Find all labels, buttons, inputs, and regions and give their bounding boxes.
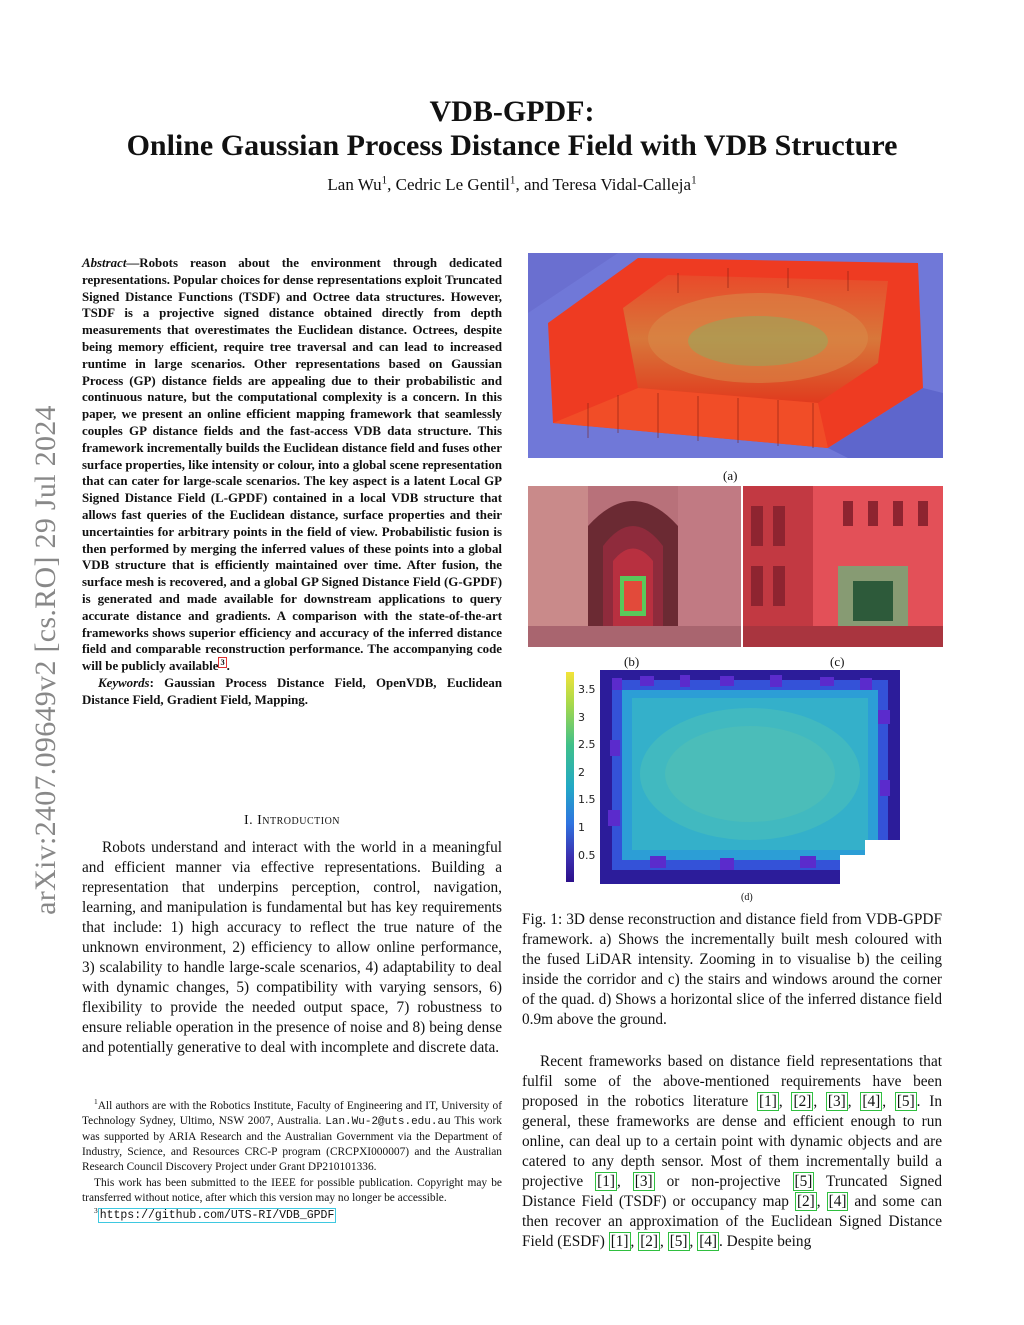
quad-building-mesh-render — [528, 253, 943, 458]
colorbar-tick-label: 1 — [578, 821, 585, 834]
author-name: Lan Wu — [327, 175, 382, 194]
keywords-label: Keywords — [98, 675, 150, 690]
citation-link[interactable]: [1] — [597, 1173, 615, 1190]
intro-text — [82, 838, 502, 1058]
figure-1b-corridor-image — [528, 486, 741, 647]
keywords — [82, 675, 502, 709]
footnotes — [82, 1099, 502, 1224]
citation-link[interactable]: [3] — [827, 1093, 846, 1110]
figure-label-a: (a) — [723, 468, 738, 483]
citation-link[interactable]: [2] — [793, 1093, 812, 1110]
text-run: Recent frameworks based on distance field representations that fulfil some of the above-mentioned requirements have been proposed in the robotics literature — [522, 1053, 942, 1110]
text-run: . Despite being — [719, 1233, 812, 1250]
related-work-text — [522, 1052, 942, 1252]
text-run: , — [660, 1233, 668, 1250]
section-heading-introduction: I. Introduction — [243, 813, 341, 828]
footnote-submission: This work has been submitted to the IEEE for possible publication. Copyright may be transferred without notice, after which this version may no longer be accessible. — [82, 1177, 502, 1204]
corridor-ceiling-render — [528, 486, 741, 647]
colorbar-tick-label: 2.5 — [578, 738, 596, 752]
figure-1a-mesh-image — [528, 253, 943, 458]
author-list — [100, 175, 924, 195]
author-name: Cedric Le Gentil — [395, 175, 510, 194]
colorbar — [566, 672, 574, 882]
author-separator: , — [387, 175, 396, 194]
author-email[interactable]: Lan.Wu-2@uts.edu.au — [325, 1116, 451, 1128]
citation-link[interactable]: [3] — [634, 1173, 653, 1190]
citation-link[interactable]: [1] — [610, 1233, 629, 1250]
colorbar-tick-label: 0.5 — [578, 848, 596, 862]
text-run: . In general, these frameworks are dense and efficient enough to run online, can deal up to a certain point with dynamic objects and are catered to any depth sensor. Most of them incrementally build a projective — [522, 1093, 943, 1190]
citation-link[interactable]: [2] — [796, 1193, 815, 1210]
text-run: , — [816, 1193, 827, 1210]
abstract-end: . — [226, 659, 230, 674]
citation-link[interactable]: [4] — [828, 1193, 847, 1210]
author-affiliation-mark: 1 — [691, 174, 697, 187]
text-run: , — [689, 1233, 698, 1250]
related-work-paragraph — [522, 1052, 942, 1252]
footnote-affiliation — [82, 1099, 502, 1175]
paper-title-line1: VDB-GPDF: — [429, 95, 595, 128]
footnote-link-3[interactable]: 3 — [220, 657, 225, 667]
figure-1d-distance-field-slice — [600, 670, 900, 884]
arxiv-side-stamp — [0, 0, 70, 1325]
footnote-code-link — [82, 1208, 502, 1223]
text-run: and some can then recover an approximation of the Euclidean Signed Distance Field (ESDF) — [522, 1193, 942, 1250]
stairs-windows-render — [743, 486, 943, 647]
citation-link[interactable]: [2] — [640, 1233, 659, 1250]
text-run: , — [847, 1093, 861, 1110]
author-affiliation-mark: 1 — [381, 174, 388, 187]
colorbar-tick-label: 2 — [578, 765, 585, 779]
paper-title-line2: Online Gaussian Process Distance Field with VDB Structure — [126, 129, 898, 162]
author-name: Teresa Vidal-Calleja — [552, 175, 692, 194]
footnote-mark: 1 — [94, 1097, 98, 1107]
text-run: or non-projective — [654, 1173, 793, 1190]
footnote-mark: 3 — [94, 1206, 98, 1216]
citation-link[interactable]: [1] — [759, 1093, 777, 1110]
figure-label-c: (c) — [830, 654, 845, 669]
figure-label-d: (d) — [741, 892, 753, 903]
colorbar-tick-label: 3.5 — [578, 683, 596, 696]
text-run: , — [616, 1173, 633, 1190]
abstract-label: Abstract — [82, 256, 127, 270]
citation-link[interactable]: [5] — [896, 1093, 915, 1110]
colorbar-tick-label: 1.5 — [578, 793, 596, 807]
abstract — [82, 255, 502, 709]
author-affiliation-mark: 1 — [509, 174, 516, 187]
intro-paragraph: Robots understand and interact with the world in a meaningful and efficient manner via effective representations. Building a representation that underpins perception, control, navigation, learning, and manipulation is fundamental but has key requirements that include: 1) high accuracy to reflect the true nature of the unknown environment, 2) efficiency to allow online performance, 3) scalability to handle large-scale scenarios, 4) adaptability to deal with dynamic changes, 5) compatibility with varying sensors, 6) flexibility to provide the needed output space, 7) robustness to ensure reliable operation in the presence of noise and 8) being dense and potentially generative to deal with incomplete and discrete data. — [82, 839, 502, 1056]
distance-field-heatmap — [600, 670, 900, 884]
figure-label-b: (b) — [624, 654, 640, 669]
arxiv-identifier: arXiv:2407.09649v2 [cs.RO] 29 Jul 2024 — [29, 405, 62, 915]
text-run: , — [630, 1233, 639, 1250]
citation-link[interactable]: [4] — [862, 1093, 881, 1110]
citation-link[interactable]: [5] — [794, 1173, 813, 1190]
text-run: , — [882, 1093, 895, 1110]
figure-1c-stairs-image — [743, 486, 943, 647]
github-url-link[interactable]: https://github.com/UTS-RI/VDB_GPDF — [99, 1209, 335, 1222]
keywords-text: : Gaussian Process Distance Field, OpenVDB, Euclidean Distance Field, Gradient Field, Mapping. — [82, 675, 502, 707]
citation-link[interactable]: [5] — [669, 1233, 688, 1250]
abstract-text: —Robots reason about the environment through dedicated representations. Popular choices for dense representations exploit Truncated Signed Distance Functions (TSDF) and Octree data structures. However, TSDF is a projective signed distance obtained directly from depth measurements that overestimates the Euclidean distance. Octrees, despite being memory efficient, require tree traversal and can lead to increased runtime in large scenarios. Other representations based on Gaussian Process (GP) distance fields are appealing due to their probabilistic and continuous nature, but the computational complexity is a concern. In this paper, we present an online efficient mapping framework that seamlessly couples GP distance fields and the fast-access VDB data structure. This framework incrementally builds the Euclidean distance field and fuses other surface properties, like intensity or colour, into a global scene representation that can cater for large-scale scenarios. The key aspect is a latent Local GP Signed Distance Field (L-GPDF) contained in a local VDB structure that allows fast queries of the Euclidean distance, surface properties and their uncertainties for arbitrary points in the field of view. Probabilistic fusion is then performed by merging the inferred values of these points into a global VDB structure that is efficiently maintained over time. After fusion, the surface mesh is recovered, and a global GP Signed Distance Field (G-GPDF) is generated and made available for downstream applications to query accurate distance and gradients. A comparison with the state-of-the-art frameworks shows superior efficiency and accuracy of the inferred distance field and comparable reconstruction performance. The accompanying code will be publicly available — [82, 256, 502, 674]
author-separator: , and — [515, 175, 553, 194]
footnote-funding-text: This work was supported by ARIA Research and the Australian Government via the Department of Industry, Science, and Resources CRC-P program (CRCPXI000007) and the Australian Research Council Discovery Project under Grant DP210101336. — [82, 1115, 502, 1173]
citation-link[interactable]: [4] — [699, 1233, 718, 1250]
text-run: , — [813, 1093, 826, 1110]
text-run: , — [778, 1093, 792, 1110]
footnote-affiliation-text: All authors are with the Robotics Institute, Faculty of Engineering and IT, University of Technology Sydney, Ultimo, NSW 2007, Australia. — [82, 1100, 502, 1127]
colorbar-tick-label: 3 — [578, 710, 585, 724]
text-run: Truncated Signed Distance Field (TSDF) or occupancy map — [522, 1173, 942, 1210]
figure-1-caption: Fig. 1: 3D dense reconstruction and distance field from VDB-GPDF framework. a) Shows the incrementally built mesh coloured with the fused LiDAR intensity. Zooming in to visualise b) the ceiling inside the corridor and c) the stairs and windows around the corner of the quad. d) Shows a horizontal slice of the inferred distance field 0.9m above the ground. — [522, 911, 942, 1028]
